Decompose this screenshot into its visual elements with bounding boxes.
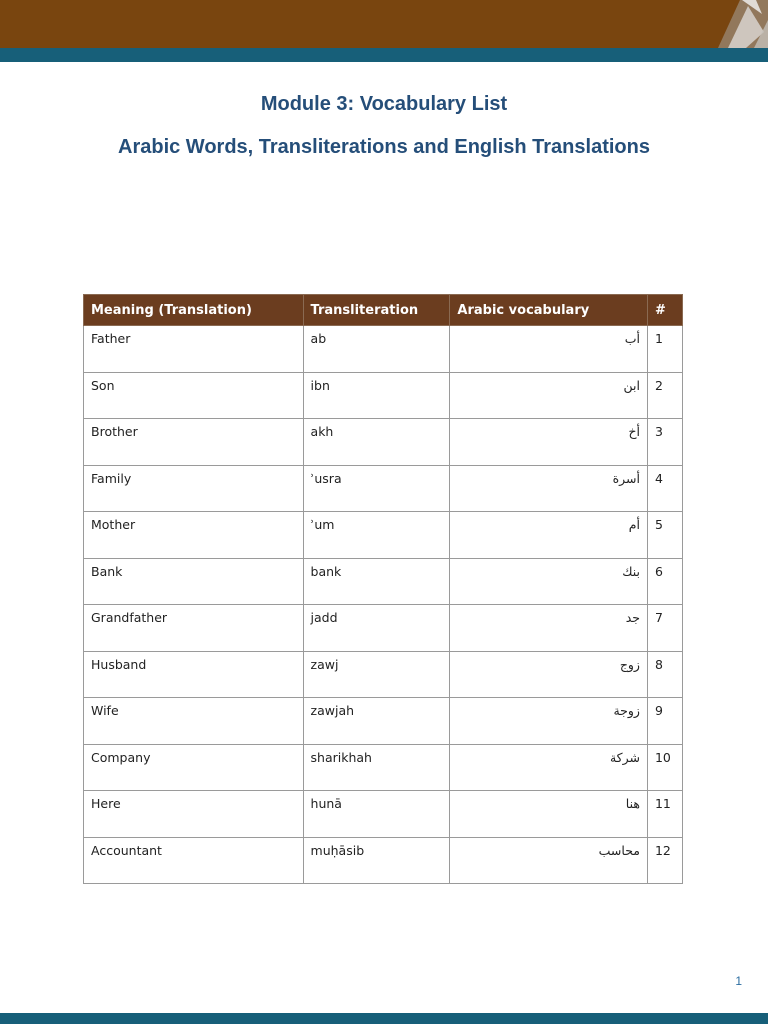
cell-arabic: هنا	[450, 791, 648, 838]
cell-meaning: Husband	[84, 651, 304, 698]
cell-number: 7	[647, 605, 682, 652]
cell-meaning: Grandfather	[84, 605, 304, 652]
cell-number: 6	[647, 558, 682, 605]
cell-meaning: Here	[84, 791, 304, 838]
cell-transliteration: bank	[303, 558, 450, 605]
cell-number: 12	[647, 837, 682, 884]
cell-arabic: أب	[450, 326, 648, 373]
table-row	[84, 698, 683, 745]
table-row	[84, 419, 683, 466]
cell-transliteration: sharikhah	[303, 744, 450, 791]
cell-number: 3	[647, 419, 682, 466]
table-row	[84, 558, 683, 605]
cell-number: 8	[647, 651, 682, 698]
cell-number: 9	[647, 698, 682, 745]
cell-number: 10	[647, 744, 682, 791]
cell-arabic: أسرة	[450, 465, 648, 512]
table-row	[84, 512, 683, 559]
page-number: 1	[735, 974, 742, 988]
page-subtitle: Arabic Words, Transliterations and English Translations	[118, 136, 650, 158]
cell-arabic: أخ	[450, 419, 648, 466]
cell-transliteration: akh	[303, 419, 450, 466]
corner-decoration-icon	[698, 0, 768, 48]
cell-arabic: شركة	[450, 744, 648, 791]
cell-meaning: Brother	[84, 419, 304, 466]
column-header-number: #	[647, 295, 682, 326]
table-row	[84, 605, 683, 652]
column-header-arabic: Arabic vocabulary	[450, 295, 648, 326]
table-row	[84, 326, 683, 373]
cell-meaning: Accountant	[84, 837, 304, 884]
cell-transliteration: ibn	[303, 372, 450, 419]
cell-number: 11	[647, 791, 682, 838]
cell-arabic: أم	[450, 512, 648, 559]
cell-meaning: Family	[84, 465, 304, 512]
column-header-meaning: Meaning (Translation)	[84, 295, 304, 326]
table-row	[84, 837, 683, 884]
cell-meaning: Bank	[84, 558, 304, 605]
cell-number: 1	[647, 326, 682, 373]
cell-arabic: ابن	[450, 372, 648, 419]
cell-transliteration: ʾusra	[303, 465, 450, 512]
cell-transliteration: zawj	[303, 651, 450, 698]
cell-arabic: جد	[450, 605, 648, 652]
cell-arabic: محاسب	[450, 837, 648, 884]
cell-meaning: Mother	[84, 512, 304, 559]
cell-arabic: زوج	[450, 651, 648, 698]
cell-arabic: بنك	[450, 558, 648, 605]
table-row	[84, 651, 683, 698]
header-band	[0, 0, 768, 48]
cell-number: 4	[647, 465, 682, 512]
cell-meaning: Company	[84, 744, 304, 791]
cell-arabic: زوجة	[450, 698, 648, 745]
cell-transliteration: muḥāsib	[303, 837, 450, 884]
cell-transliteration: jadd	[303, 605, 450, 652]
table-row	[84, 744, 683, 791]
cell-number: 5	[647, 512, 682, 559]
column-header-transliteration: Transliteration	[303, 295, 450, 326]
cell-meaning: Son	[84, 372, 304, 419]
cell-transliteration: ʾum	[303, 512, 450, 559]
footer-stripe	[0, 1013, 768, 1024]
cell-transliteration: zawjah	[303, 698, 450, 745]
cell-meaning: Father	[84, 326, 304, 373]
table-body	[84, 326, 683, 884]
vocabulary-table	[83, 294, 683, 884]
table-row	[84, 372, 683, 419]
table-row	[84, 465, 683, 512]
cell-number: 2	[647, 372, 682, 419]
cell-transliteration: ab	[303, 326, 450, 373]
cell-meaning: Wife	[84, 698, 304, 745]
header-stripe	[0, 48, 768, 62]
table-row	[84, 791, 683, 838]
table-header-row	[84, 295, 683, 326]
cell-transliteration: hunā	[303, 791, 450, 838]
page-title: Module 3: Vocabulary List	[260, 93, 508, 115]
